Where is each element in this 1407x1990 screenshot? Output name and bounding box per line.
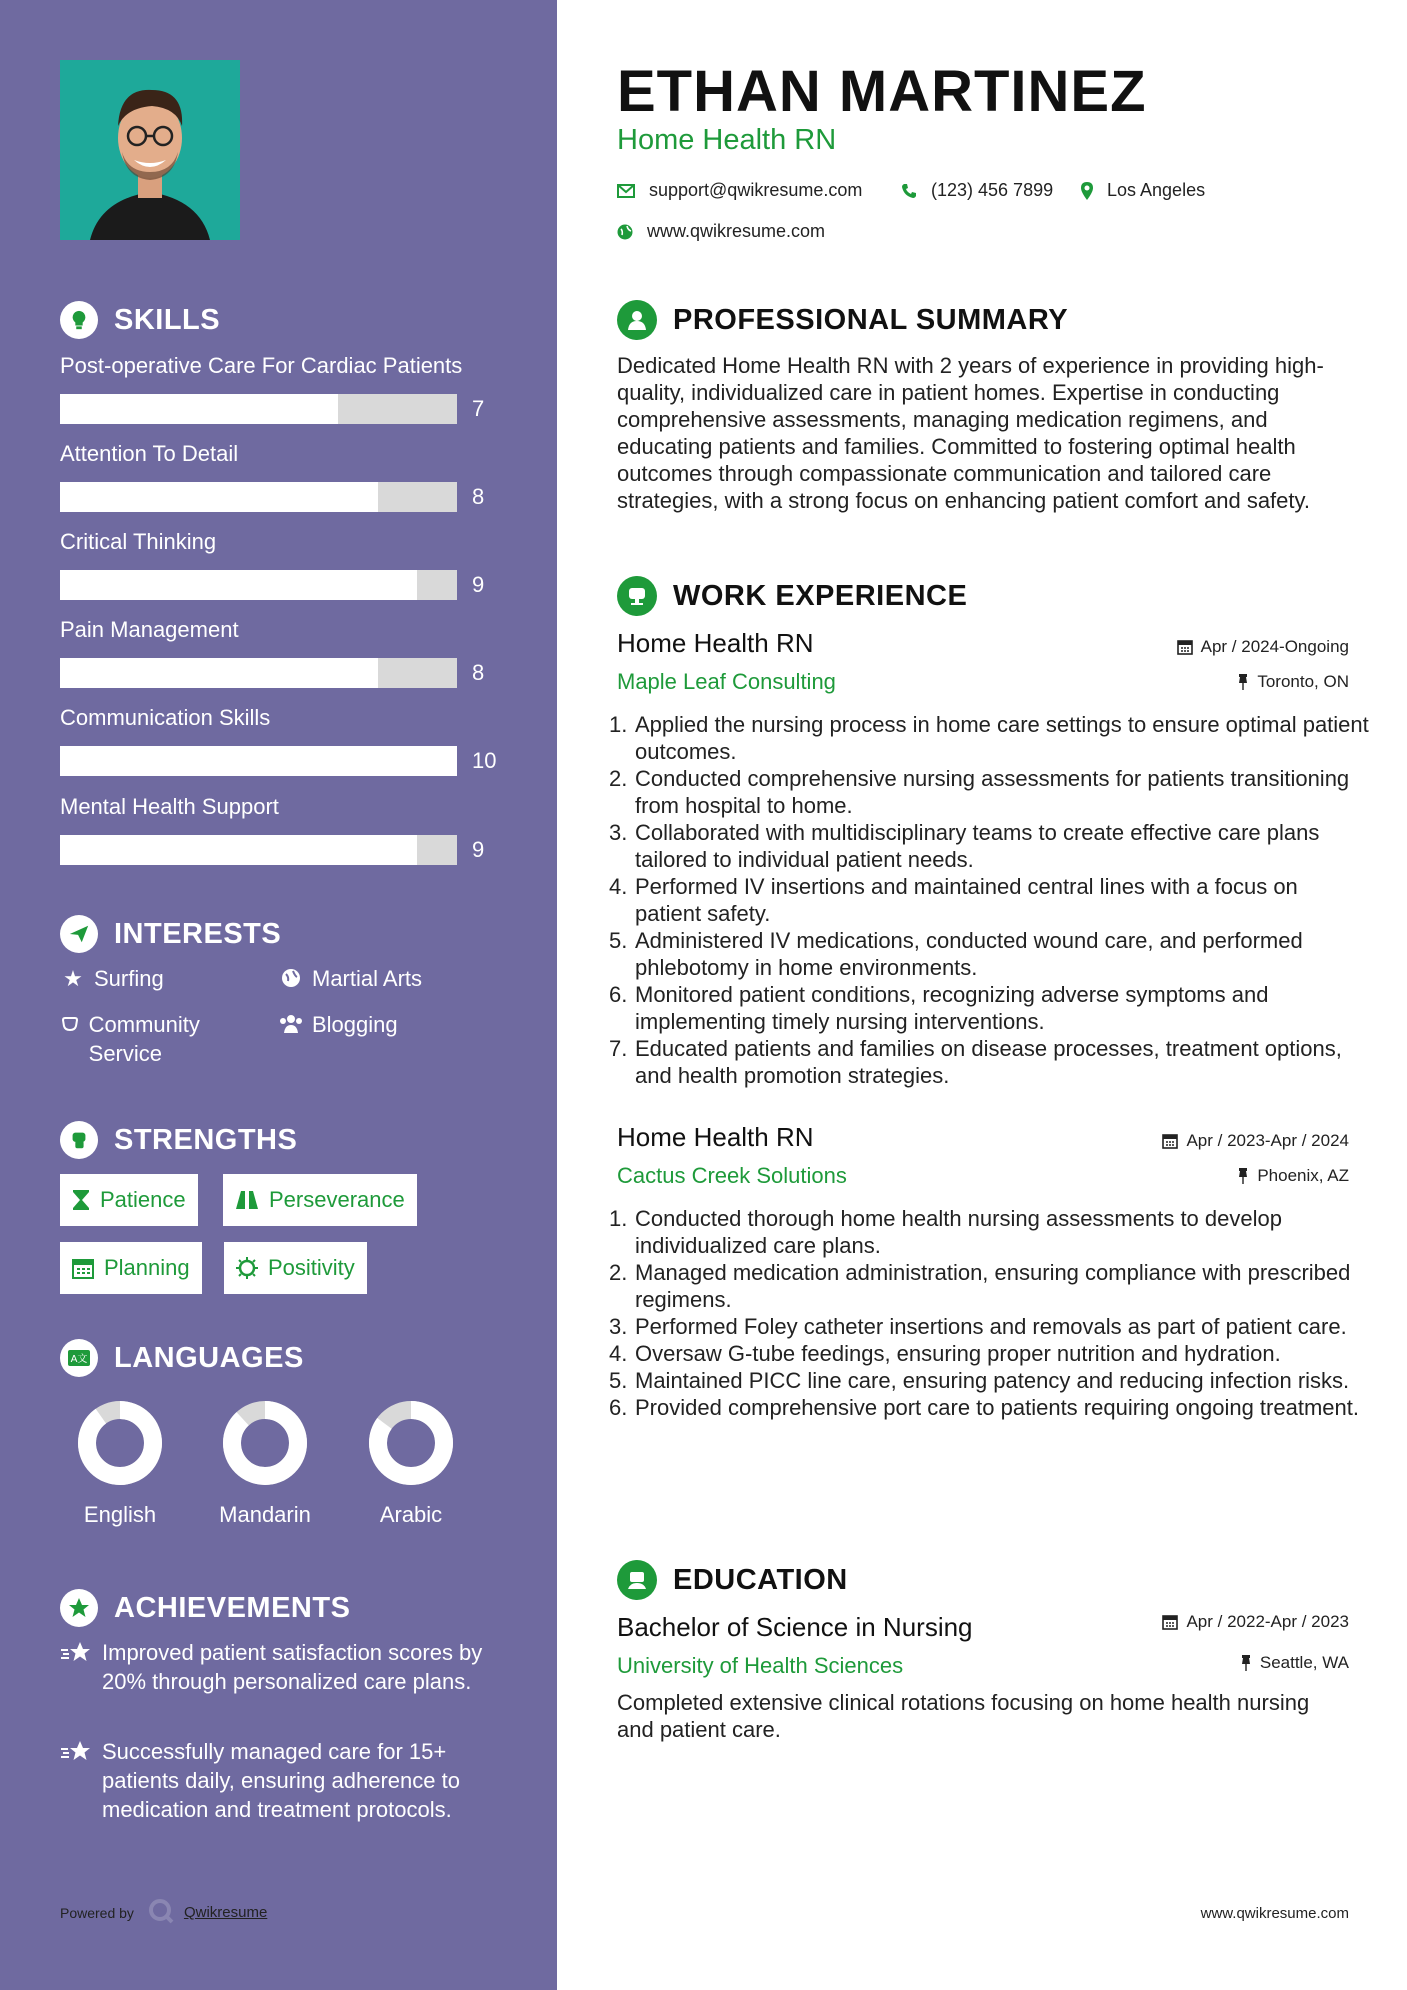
footer-url[interactable]: www.qwikresume.com xyxy=(1200,1905,1349,1922)
calendar-icon xyxy=(1177,639,1193,655)
graduation-cap-icon xyxy=(617,1560,657,1600)
language-donut xyxy=(366,1398,456,1488)
achievement-text: Successfully managed care for 15+ patients daily, ensuring adherence to medication and treatment protocols. xyxy=(102,1739,460,1822)
strength-tag xyxy=(223,1174,417,1226)
skill-item xyxy=(60,793,500,865)
interest-item xyxy=(60,1010,240,1068)
education-dates-text: Apr / 2022-Apr / 2023 xyxy=(1186,1612,1349,1631)
list-item: 6. Provided comprehensive port care to patients requiring ongoing treatment. xyxy=(609,1395,1359,1420)
bullet-text: Administered IV medications, conducted wound care, and performed phlebotomy in home environments. xyxy=(635,928,1303,980)
skill-bar xyxy=(60,746,457,776)
bullet-text: Provided comprehensive port care to patients requiring ongoing treatment. xyxy=(635,1395,1359,1420)
sidebar xyxy=(0,0,557,1990)
strength-label: Perseverance xyxy=(269,1187,405,1212)
strengths-title: STRENGTHS xyxy=(114,1123,298,1156)
skill-value: 9 xyxy=(472,837,485,862)
list-item: 6. Monitored patient conditions, recognizing adverse symptoms and implementing timely nursing interventions. xyxy=(609,981,1369,1035)
education-location xyxy=(1240,1653,1349,1673)
main-content xyxy=(557,0,1407,1990)
interests-title: INTERESTS xyxy=(114,917,282,950)
skill-bar xyxy=(60,835,457,865)
bullet-text: Educated patients and families on disease processes, treatment options, and health promotion strategies. xyxy=(635,1036,1342,1088)
lightbulb-icon xyxy=(60,301,98,339)
candidate-role: Home Health RN xyxy=(617,124,837,156)
list-item: 1. Conducted thorough home health nursing assessments to develop individualized care plans. xyxy=(609,1205,1369,1259)
language-item xyxy=(60,1398,180,1528)
job-location xyxy=(1237,1166,1349,1186)
location-contact xyxy=(1081,180,1205,201)
job-location-text: Toronto, ON xyxy=(1257,672,1349,691)
job-location-text: Phoenix, AZ xyxy=(1257,1166,1349,1185)
list-item: 2. Managed medication administration, ensuring compliance with prescribed regimens. xyxy=(609,1259,1369,1313)
bullet-text: Conducted thorough home health nursing assessments to develop individualized care plans. xyxy=(635,1206,1282,1258)
interest-label: Martial Arts xyxy=(312,966,423,991)
list-item: 4. Oversaw G-tube feedings, ensuring proper nutrition and hydration. xyxy=(609,1341,1281,1366)
skill-value: 10 xyxy=(472,748,497,773)
achievement-item xyxy=(60,1737,520,1824)
candidate-name: ETHAN MARTINEZ xyxy=(617,59,1147,124)
interests-heading xyxy=(60,914,281,954)
skill-bar-fill xyxy=(60,482,378,512)
star-badge-icon xyxy=(60,1589,98,1627)
sun-icon xyxy=(236,1257,258,1279)
website-contact xyxy=(617,221,825,242)
skill-item xyxy=(60,352,500,424)
shooting-star-icon xyxy=(60,1737,92,1824)
strengths-heading xyxy=(60,1120,297,1160)
achievements-title: ACHIEVEMENTS xyxy=(114,1591,351,1624)
envelope-icon xyxy=(617,184,635,198)
star-icon: ★ xyxy=(63,966,83,991)
achievements-heading xyxy=(60,1588,350,1628)
interest-item xyxy=(278,964,422,995)
bullet-text: Maintained PICC line care, ensuring patency and reducing infection risks. xyxy=(635,1368,1350,1393)
phone-icon xyxy=(901,183,917,199)
hourglass-icon xyxy=(72,1189,90,1211)
language-name: Arabic xyxy=(379,1502,443,1527)
education-title: EDUCATION xyxy=(673,1563,848,1596)
interest-label: Surfing xyxy=(94,966,164,991)
interest-label: Community Service xyxy=(88,1012,200,1066)
job-title: Home Health RN xyxy=(617,1122,814,1152)
bullet-text: Performed Foley catheter insertions and removals as part of patient care. xyxy=(635,1314,1347,1339)
job-location xyxy=(1237,672,1349,692)
phone-contact xyxy=(901,180,1053,201)
skill-name: Communication Skills xyxy=(60,705,271,730)
experience-title: WORK EXPERIENCE xyxy=(673,579,968,612)
skill-bar-fill xyxy=(60,394,338,424)
achievement-item xyxy=(60,1638,520,1696)
language-donut xyxy=(220,1398,310,1488)
paper-plane-icon xyxy=(60,915,98,953)
calendar-icon xyxy=(1162,1133,1178,1149)
education-description: Completed extensive clinical rotations focusing on home health nursing and patient care. xyxy=(617,1690,1310,1742)
skill-name: Pain Management xyxy=(60,617,239,642)
interest-item xyxy=(278,1010,398,1041)
language-icon xyxy=(60,1339,98,1377)
bullet-text: Applied the nursing process in home care settings to ensure optimal patient outcomes. xyxy=(635,712,1369,764)
skill-name: Post-operative Care For Cardiac Patients xyxy=(60,353,463,378)
fist-icon xyxy=(60,1121,98,1159)
bullet-text: Monitored patient conditions, recognizing adverse symptoms and implementing timely nursing interventions. xyxy=(635,982,1269,1034)
skill-value: 8 xyxy=(472,484,485,509)
calendar-icon xyxy=(1162,1614,1178,1630)
degree-title: Bachelor of Science in Nursing xyxy=(617,1612,973,1642)
powered-by xyxy=(60,1898,267,1927)
language-item xyxy=(351,1398,471,1528)
globe-icon xyxy=(278,964,304,995)
skill-value: 8 xyxy=(472,660,485,685)
education-dates xyxy=(1162,1612,1349,1632)
skill-bar-fill xyxy=(60,570,417,600)
skill-item xyxy=(60,704,500,776)
powered-by-text: Powered by xyxy=(60,1904,134,1921)
job-dates-text: Apr / 2023-Apr / 2024 xyxy=(1186,1131,1349,1150)
list-item: 3. Performed Foley catheter insertions and removals as part of patient care. xyxy=(609,1314,1347,1339)
language-name: English xyxy=(83,1502,157,1527)
list-item: 1. Applied the nursing process in home care settings to ensure optimal patient outcomes. xyxy=(609,712,1369,764)
email-contact xyxy=(617,180,862,201)
skill-value: 9 xyxy=(472,572,485,597)
skill-bar-fill xyxy=(60,835,417,865)
bullet-text: Collaborated with multidisciplinary teams to create effective care plans tailored to individual patient needs. xyxy=(635,820,1320,872)
globe-icon xyxy=(617,224,633,240)
skills-title: SKILLS xyxy=(114,303,221,336)
pushpin-icon xyxy=(1237,674,1249,690)
bullet-text: Performed IV insertions and maintained central lines with a focus on patient safety. xyxy=(635,874,1298,926)
job-title: Home Health RN xyxy=(617,628,814,658)
skills-heading xyxy=(60,300,220,340)
hand-icon xyxy=(60,1010,81,1041)
pushpin-icon xyxy=(1240,1655,1252,1671)
strength-label: Patience xyxy=(100,1187,186,1212)
profile-photo xyxy=(60,60,240,240)
list-item: 5. Administered IV medications, conducted wound care, and performed phlebotomy in home environments. xyxy=(609,927,1369,981)
skill-name: Attention To Detail xyxy=(60,441,239,466)
strength-tag xyxy=(224,1242,367,1294)
skill-bar xyxy=(60,658,457,688)
strength-tag xyxy=(60,1242,202,1294)
skill-name: Mental Health Support xyxy=(60,794,279,819)
website-text[interactable]: www.qwikresume.com xyxy=(647,221,826,241)
interest-label: Blogging xyxy=(312,1012,398,1037)
strength-label: Positivity xyxy=(268,1255,355,1280)
phone-text[interactable]: (123) 456 7899 xyxy=(931,180,1054,200)
languages-heading xyxy=(60,1338,304,1378)
languages-title: LANGUAGES xyxy=(114,1341,304,1374)
location-text: Los Angeles xyxy=(1107,180,1206,200)
skill-item xyxy=(60,528,500,600)
language-donut xyxy=(75,1398,165,1488)
education-heading xyxy=(617,1560,848,1600)
summary-heading xyxy=(617,300,1068,340)
calendar-icon xyxy=(72,1257,94,1279)
shooting-star-icon xyxy=(60,1638,92,1696)
email-text[interactable]: support@qwikresume.com xyxy=(649,180,863,200)
road-icon xyxy=(235,1190,259,1210)
strength-label: Planning xyxy=(104,1255,190,1280)
qwikresume-logo-icon xyxy=(148,1898,174,1927)
skill-value: 7 xyxy=(472,396,485,421)
job-bullets xyxy=(609,711,1369,1089)
svg-text:A文: A文 xyxy=(70,1354,88,1365)
job-company: Cactus Creek Solutions xyxy=(617,1163,847,1188)
briefcase-icon xyxy=(617,576,657,616)
bullet-text: Conducted comprehensive nursing assessments for patients transitioning from hospital to home. xyxy=(635,766,1350,818)
bullet-text: Managed medication administration, ensuring compliance with prescribed regimens. xyxy=(635,1260,1351,1312)
bullet-text: Oversaw G-tube feedings, ensuring proper nutrition and hydration. xyxy=(635,1341,1281,1366)
list-item: 5. Maintained PICC line care, ensuring patency and reducing infection risks. xyxy=(609,1368,1350,1393)
strength-tag xyxy=(60,1174,198,1226)
summary-title: PROFESSIONAL SUMMARY xyxy=(673,303,1069,336)
experience-heading xyxy=(617,576,967,616)
skill-bar-fill xyxy=(60,658,378,688)
skill-bar-fill xyxy=(60,746,457,776)
summary-text: Dedicated Home Health RN with 2 years of experience in providing high-quality, individualized care in patient homes. Expertise in conducting comprehensive assessments, managing medication regimens, and educating patients and families. Committed to fostering optimal health outcomes through compassionate communication and tailored care strategies, with a strong focus on enhancing patient comfort and safety. xyxy=(617,353,1324,513)
skill-item xyxy=(60,440,500,512)
user-icon xyxy=(617,300,657,340)
list-item: 4. Performed IV insertions and maintained central lines with a focus on patient safety. xyxy=(609,873,1369,927)
achievement-text: Improved patient satisfaction scores by 20% through personalized care plans. xyxy=(102,1640,483,1694)
person-avatar-icon xyxy=(60,60,240,240)
job-company: Maple Leaf Consulting xyxy=(617,669,836,694)
qwikresume-link[interactable]: Qwikresume xyxy=(183,1904,268,1921)
list-item: 7. Educated patients and families on disease processes, treatment options, and health promotion strategies. xyxy=(609,1035,1369,1089)
skill-name: Critical Thinking xyxy=(60,529,217,554)
job-dates-text: Apr / 2024-Ongoing xyxy=(1200,637,1349,656)
skill-bar xyxy=(60,570,457,600)
interest-item xyxy=(60,964,164,993)
education-location-text: Seattle, WA xyxy=(1259,1653,1349,1672)
school-name: University of Health Sciences xyxy=(617,1653,904,1678)
job-bullets xyxy=(609,1205,1369,1421)
language-item xyxy=(205,1398,325,1528)
skill-bar xyxy=(60,482,457,512)
users-icon xyxy=(278,1010,304,1041)
map-pin-icon xyxy=(1081,182,1093,200)
list-item: 3. Collaborated with multidisciplinary teams to create effective care plans tailored to individual patient needs. xyxy=(609,819,1369,873)
job-dates xyxy=(1162,1131,1349,1151)
skill-item xyxy=(60,616,500,688)
pushpin-icon xyxy=(1237,1168,1249,1184)
job-dates xyxy=(1177,637,1349,657)
list-item: 2. Conducted comprehensive nursing assessments for patients transitioning from hospital to home. xyxy=(609,765,1369,819)
language-name: Mandarin xyxy=(219,1502,311,1527)
skill-bar xyxy=(60,394,457,424)
